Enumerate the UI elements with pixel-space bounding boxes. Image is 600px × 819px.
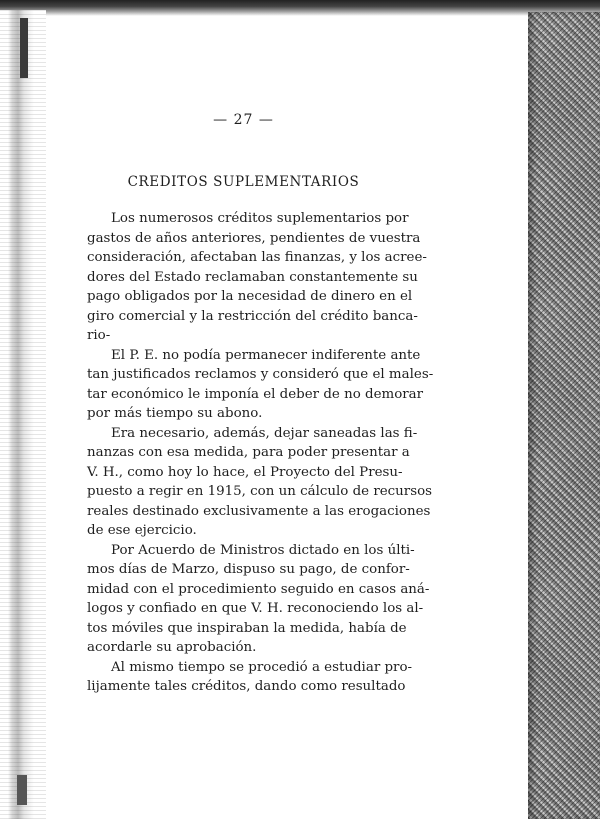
text-line: puesto a regir en 1915, con un cálculo de recursos	[87, 484, 433, 499]
text-line: logos y confiado en que V. H. reconociendo los al-	[87, 601, 424, 616]
text-line: Los numerosos créditos suplementarios por	[111, 211, 409, 226]
text-line: tan justificados reclamos y consideró que el males-	[87, 367, 434, 382]
text-line: V. H., como hoy lo hace, el Proyecto del Presu-	[87, 464, 403, 480]
paragraph	[87, 346, 434, 424]
text-line: lijamente tales créditos, dando como resultado	[87, 679, 406, 694]
text-line: Al mismo tiempo se procedió a estudiar pro-	[111, 659, 413, 675]
scan-binding-mark	[20, 18, 28, 78]
text-line: tar económico le imponía el deber de no demorar	[87, 386, 424, 402]
text-line: rio-	[87, 328, 111, 343]
page-number: — 27 —	[213, 112, 274, 128]
text-line: consideración, afectaban las finanzas, y los acree-	[87, 250, 427, 265]
text-line: reales destinado exclusivamente a las erogaciones	[87, 503, 431, 519]
paragraph	[87, 658, 413, 697]
paragraph	[87, 209, 427, 346]
scan-right-edge-texture	[528, 12, 600, 819]
text-line: nanzas con esa medida, para poder presentar a	[87, 445, 410, 460]
paragraph	[87, 424, 433, 541]
text-line: gastos de años anteriores, pendientes de vuestra	[87, 230, 421, 246]
text-line: Por Acuerdo de Ministros dictado en los últi-	[111, 542, 415, 558]
text-line: midad con el procedimiento seguido en casos aná-	[87, 581, 430, 597]
paragraph	[87, 541, 430, 658]
scan-left-margin	[0, 10, 46, 819]
text-line: pago obligados por la necesidad de dinero en el	[87, 289, 413, 304]
text-line: Era necesario, además, dejar saneadas las fi-	[111, 425, 418, 441]
text-line: de ese ejercicio.	[87, 523, 197, 538]
text-line: El P. E. no podía permanecer indiferente ante	[111, 347, 421, 363]
text-line: mos días de Marzo, dispuso su pago, de confor-	[87, 562, 410, 577]
body-text	[87, 209, 434, 697]
scan-binding-mark	[17, 775, 27, 805]
text-line: acordarle su aprobación.	[87, 640, 257, 655]
text-line: giro comercial y la restricción del crédito banca-	[87, 308, 418, 324]
text-line: tos móviles que inspiraban la medida, había de	[87, 620, 407, 636]
text-line: por más tiempo su abono.	[87, 406, 263, 421]
text-line: dores del Estado reclamaban constantemente su	[87, 269, 418, 285]
scan-top-edge	[0, 0, 600, 16]
section-title: CREDITOS SUPLEMENTARIOS	[127, 174, 360, 190]
